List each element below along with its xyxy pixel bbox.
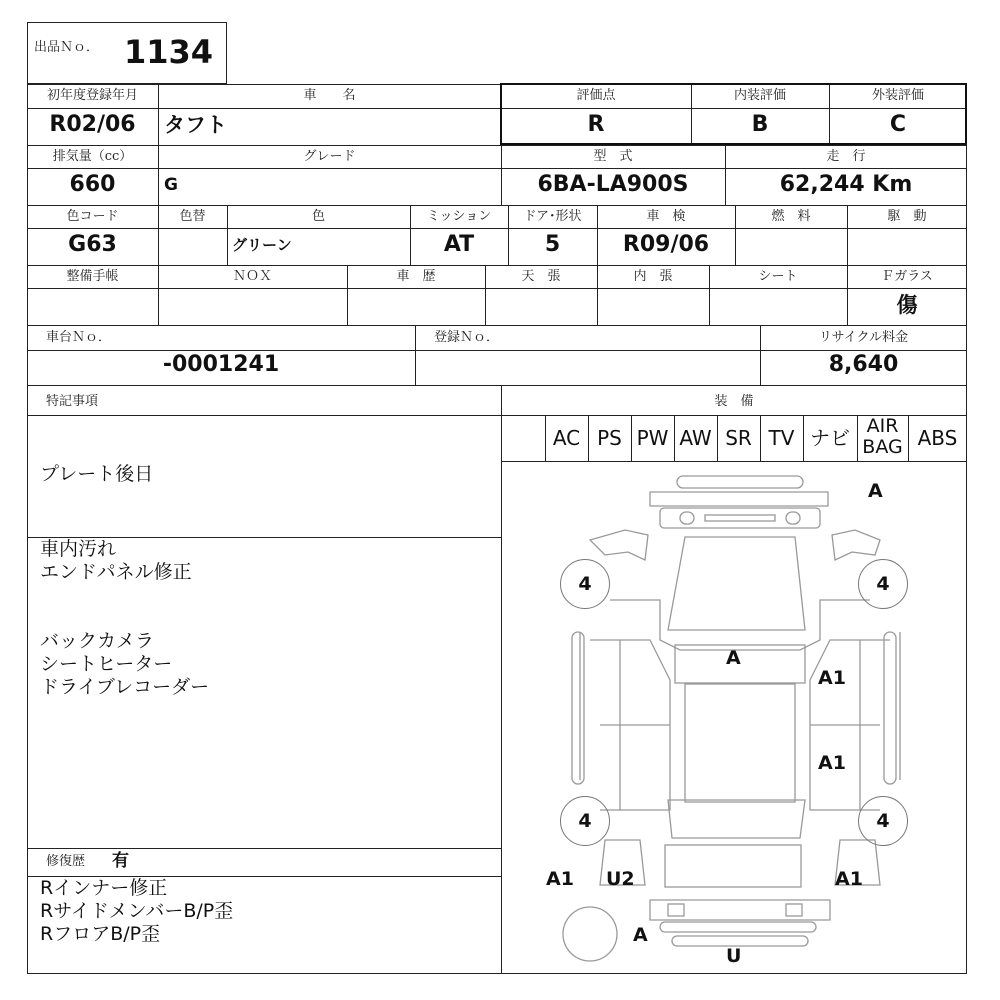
mileage-value: 62,244 Km [779, 172, 913, 197]
damage-rear: A [633, 924, 648, 946]
damage-right-rear-quarter: A1 [835, 868, 863, 890]
mileage-label: 走 行 [826, 149, 866, 164]
car-name-label: 車 名 [303, 88, 356, 103]
equipment-label: 装 備 [714, 394, 754, 409]
service-book-label: 整備手帳 [66, 269, 119, 284]
equipment-navi: ナビ [810, 426, 850, 450]
remarks-label: 特記事項 [46, 394, 99, 409]
front-glass-value: 傷 [896, 293, 918, 317]
door-value: 5 [544, 232, 561, 257]
nox-label: ＮＯＸ [232, 269, 272, 284]
score-value: R [587, 112, 605, 137]
damage-rear-left: U2 [606, 868, 635, 890]
damage-right-rear-door: A1 [818, 752, 846, 774]
mission-value: AT [443, 232, 475, 257]
remarks-line: 車内汚れ [40, 538, 117, 560]
repair-line: RサイドメンバーB/P歪 [40, 900, 234, 922]
damage-roof: A [726, 647, 741, 669]
repair-history-label: 修復歴 [46, 854, 86, 869]
mission-label: ミッション [426, 209, 492, 224]
remarks-line: プレート後日 [40, 463, 154, 485]
history-label: 車 歴 [396, 269, 436, 284]
drive-label: 駆 動 [887, 209, 927, 224]
tire-rear-left: 4 [560, 796, 610, 846]
first-reg-value: R02/06 [49, 112, 136, 137]
repaint-label: 色替 [179, 209, 206, 224]
damage-right-front-door: A1 [818, 667, 846, 689]
exterior-eval-value: C [889, 112, 907, 137]
damage-rear-bumper: U [726, 945, 742, 967]
roof-lining-label: 天 張 [521, 269, 561, 284]
model-value: 6BA-LA900S [537, 172, 689, 197]
equipment-abs: ABS [917, 426, 958, 450]
repair-line: RフロアB/P歪 [40, 923, 161, 945]
equipment-tv: TV [768, 426, 795, 450]
inspection-value: R09/06 [622, 232, 710, 257]
grade-value: G [164, 175, 178, 195]
damage-left-rear-quarter: A1 [546, 868, 574, 890]
lot-number: 1134 [124, 33, 214, 71]
tire-front-right: 4 [858, 559, 908, 609]
equipment-ac: AC [552, 426, 581, 450]
tire-rear-right: 4 [858, 796, 908, 846]
remarks-line: バックカメラ [40, 630, 155, 652]
inspection-label: 車 検 [646, 209, 686, 224]
equipment-pw: PW [636, 426, 669, 450]
recycle-value: 8,640 [828, 352, 899, 377]
equipment-ps: PS [597, 426, 622, 450]
grade-label: グレード [303, 149, 356, 164]
interior-trim-label: 内 張 [633, 269, 673, 284]
front-glass-label: Ｆガラス [881, 269, 933, 284]
door-label: ドア･形状 [523, 209, 582, 224]
chassis-value: -0001241 [162, 352, 280, 377]
chassis-label: 車台Ｎｏ． [46, 330, 112, 345]
exterior-eval-label: 外装評価 [871, 88, 924, 103]
remarks-line: ドライブレコーダー [40, 676, 210, 698]
tire-front-left: 4 [560, 559, 610, 609]
damage-front-bumper: A [868, 480, 883, 502]
interior-eval-label: 内装評価 [733, 88, 786, 103]
remarks-line: エンドパネル修正 [40, 561, 192, 583]
repair-history-value: 有 [112, 851, 129, 871]
seat-label: シート [758, 269, 798, 284]
score-label: 評価点 [576, 88, 616, 103]
first-reg-label: 初年度登録年月 [46, 88, 138, 103]
displacement-label: 排気量（cc） [52, 149, 133, 164]
equipment-aw: AW [679, 426, 712, 450]
color-code-label: 色コード [66, 209, 119, 224]
car-name-value: タフト [164, 113, 227, 137]
repair-line: Rインナー修正 [40, 877, 168, 899]
displacement-value: 660 [69, 172, 116, 197]
color-value: グリーン [232, 236, 292, 254]
car-diagram [501, 461, 967, 974]
color-code-value: G63 [68, 232, 117, 257]
remarks-line: シートヒーター [40, 653, 173, 675]
reg-no-label: 登録Ｎｏ． [434, 330, 500, 345]
model-label: 型 式 [593, 149, 633, 164]
equipment-airbag: AIR BAG [862, 415, 903, 458]
color-label: 色 [311, 209, 325, 224]
fuel-label: 燃 料 [771, 209, 811, 224]
lot-number-label: 出品Ｎｏ． [34, 40, 100, 55]
equipment-sr: SR [725, 426, 752, 450]
interior-eval-value: B [751, 112, 769, 137]
recycle-label: リサイクル料金 [818, 330, 909, 345]
